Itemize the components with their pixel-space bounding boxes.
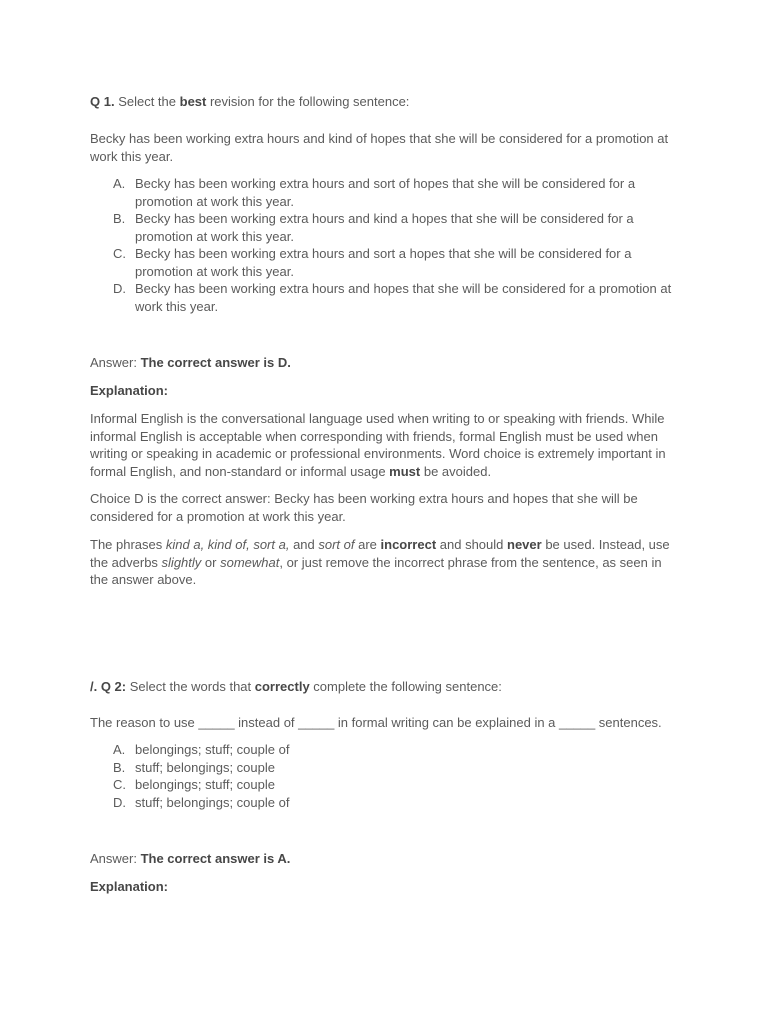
para1-text-end: be avoided. bbox=[420, 463, 492, 479]
q1-option-d bbox=[90, 280, 680, 315]
q1-prompt bbox=[90, 93, 680, 111]
option-marker: A. bbox=[113, 742, 126, 757]
para3-italic: kind a, kind of, sort a, bbox=[165, 537, 290, 552]
option-marker: B. bbox=[113, 211, 126, 226]
option-text: Becky has been working extra hours and hopes that she will be considered for a promotion at work this year. bbox=[135, 281, 672, 314]
option-marker: C. bbox=[113, 246, 126, 261]
q1-explanation-heading bbox=[90, 382, 680, 400]
q2-option-c bbox=[90, 776, 680, 794]
option-marker: D. bbox=[113, 794, 126, 810]
q1-explanation-para-2: Choice D is the correct answer: Becky has been working extra hours and hopes that she will be considered for a promotion at work this year. bbox=[90, 491, 638, 524]
q2-prompt-emphasis: correctly bbox=[254, 679, 310, 694]
option-marker: B. bbox=[113, 759, 126, 775]
q2-sentence: The reason to use _____ instead of _____ in formal writing can be explained in a _____ sentences. bbox=[90, 715, 662, 730]
q2-prompt-text-end: complete the following sentence: bbox=[309, 679, 502, 694]
para3-seg: , or just remove the incorrect phrase from the sentence, as seen in the answer above. bbox=[90, 554, 662, 587]
q2-answer bbox=[90, 850, 680, 868]
q2-answer-text: The correct answer is A. bbox=[140, 851, 291, 866]
q1-answer bbox=[90, 354, 680, 372]
option-text: belongings; stuff; couple of bbox=[135, 742, 290, 757]
q1-explanation-para-1 bbox=[90, 410, 680, 480]
q2-option-d bbox=[90, 794, 680, 812]
option-text: Becky has been working extra hours and sort a hopes that she will be considered for a promotion at work this year. bbox=[135, 246, 632, 279]
q1-options-list bbox=[90, 175, 680, 315]
para3-seg: be used. Instead, use the adverbs bbox=[90, 537, 670, 570]
q1-answer-text: The correct answer is D. bbox=[140, 355, 291, 370]
q1-explanation-label: Explanation: bbox=[90, 383, 169, 398]
option-marker: D. bbox=[113, 281, 126, 296]
para3-bold: incorrect bbox=[380, 537, 437, 552]
q2-label: /. Q 2: bbox=[90, 679, 127, 694]
q1-prompt-text: Select the bbox=[114, 94, 180, 109]
para3-seg: and bbox=[289, 537, 319, 552]
q2-answer-label: Answer: bbox=[90, 851, 141, 866]
para1-emphasis: must bbox=[389, 463, 421, 479]
q2-prompt bbox=[90, 678, 680, 696]
option-marker: C. bbox=[113, 777, 126, 792]
para3-italic: somewhat bbox=[220, 554, 280, 570]
para3-seg: and should bbox=[436, 537, 507, 552]
q2-explanation-heading bbox=[90, 878, 680, 896]
option-text: Becky has been working extra hours and kind a hopes that she will be considered for a promotion at work this year. bbox=[135, 211, 634, 244]
q1-answer-label: Answer: bbox=[90, 355, 141, 370]
q1-explanation-para-3 bbox=[90, 536, 680, 589]
para3-italic: sort of bbox=[318, 537, 355, 552]
q2-options-list bbox=[90, 741, 680, 811]
option-text: Becky has been working extra hours and sort of hopes that she will be considered for a promotion at work this year. bbox=[135, 176, 636, 209]
q1-label: Q 1. bbox=[90, 94, 115, 109]
para3-seg: or bbox=[201, 554, 221, 570]
q1-option-c bbox=[90, 245, 680, 280]
para3-italic: slightly bbox=[161, 554, 202, 570]
option-marker: A. bbox=[113, 176, 126, 191]
q2-prompt-text: Select the words that bbox=[126, 679, 255, 694]
q1-sentence: Becky has been working extra hours and kind of hopes that she will be considered for a promotion at work this year. bbox=[90, 131, 669, 164]
option-text: belongings; stuff; couple bbox=[135, 777, 275, 792]
q1-prompt-text-end: revision for the following sentence: bbox=[206, 94, 410, 109]
para3-bold: never bbox=[507, 537, 542, 552]
q1-prompt-emphasis: best bbox=[179, 94, 207, 109]
q1-option-b bbox=[90, 210, 680, 245]
para3-seg: are bbox=[354, 537, 381, 552]
option-text: stuff; belongings; couple of bbox=[135, 794, 290, 810]
q2-explanation-label: Explanation: bbox=[90, 879, 169, 894]
q2-option-a bbox=[90, 741, 680, 759]
para1-text: Informal English is the conversational language used when writing to or speaking with friends. While informal English is acceptable when corresponding with friends, formal English must be used when writing or speaking in academic or professional environments. Word choice is extremely important in formal English, and non-standard or informal usage bbox=[90, 411, 666, 479]
q2-option-b bbox=[90, 759, 680, 777]
q1-option-a bbox=[90, 175, 680, 210]
option-text: stuff; belongings; couple bbox=[135, 759, 275, 775]
para3-seg: The phrases bbox=[90, 537, 166, 552]
